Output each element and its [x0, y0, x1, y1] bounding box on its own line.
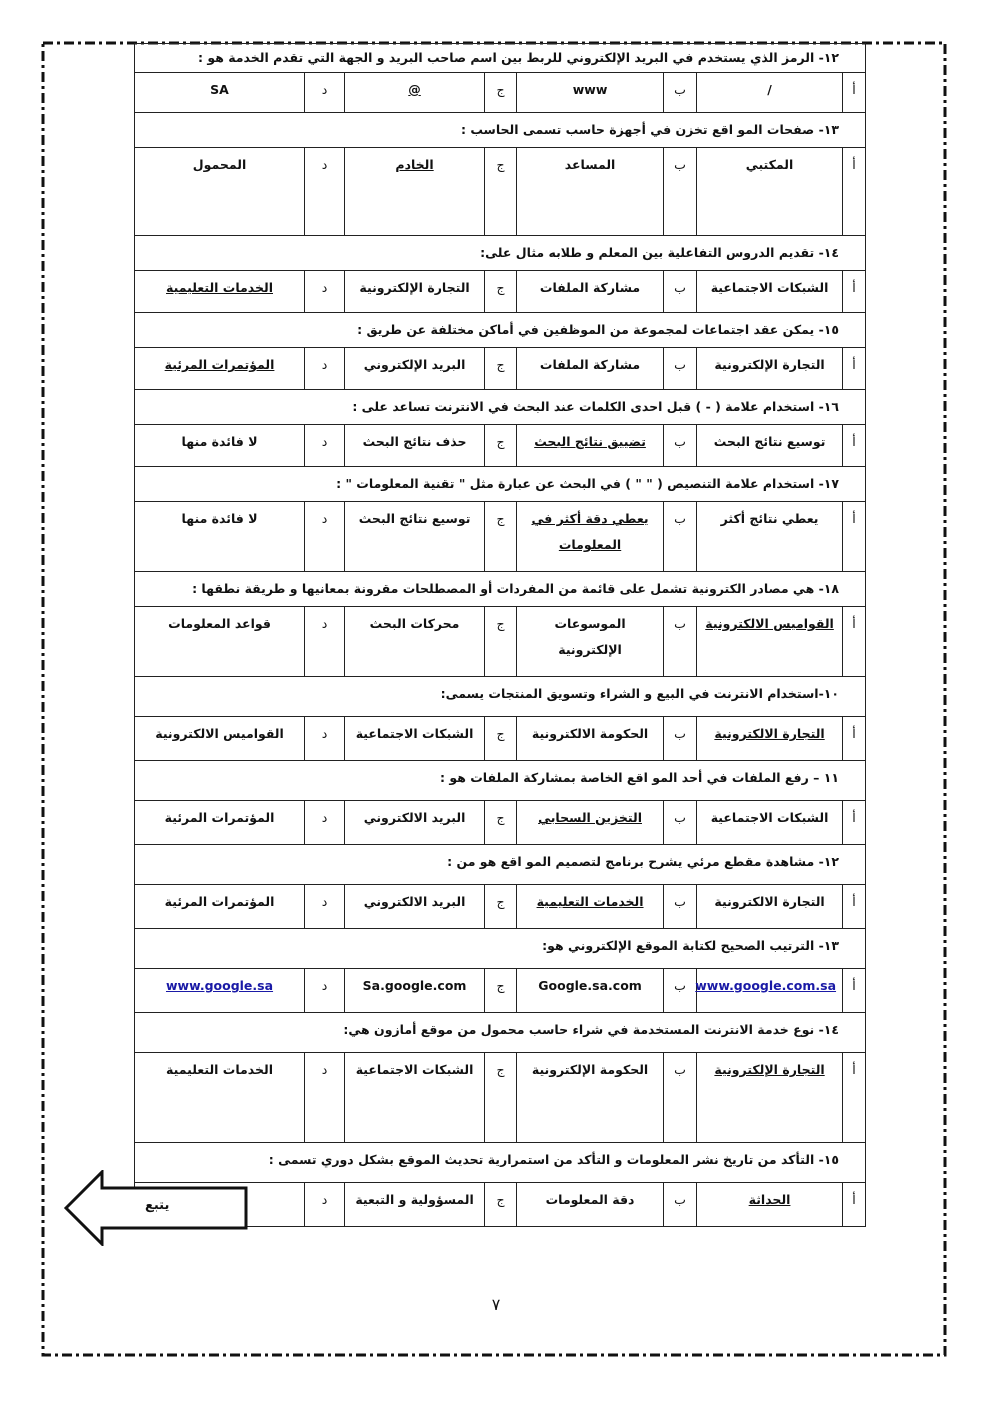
question-row — [135, 677, 866, 717]
option-letter-b: ب — [664, 348, 697, 390]
question-text: ١٦- استخدام علامة ( - ) قبل احدى الكلمات عند البحث في الانترنت تساعد على : — [135, 390, 866, 425]
option-letter-b: ب — [664, 425, 697, 467]
option-letter-b: ب — [664, 73, 697, 113]
question-row — [135, 113, 866, 148]
question-row — [135, 761, 866, 801]
option-letter-a: أ — [843, 148, 866, 236]
answers-row — [135, 271, 866, 313]
option-letter-b: ب — [664, 502, 697, 572]
option-a[interactable]: الشبكات الاجتماعية — [697, 801, 843, 845]
option-letter-a: أ — [843, 801, 866, 845]
option-letter-a: أ — [843, 717, 866, 761]
option-letter-c: ج — [485, 885, 517, 929]
option-d[interactable]: الخدمات التعليمية — [135, 1053, 305, 1143]
option-a[interactable]: توسيع نتائج البحث — [697, 425, 843, 467]
option-letter-a: أ — [843, 73, 866, 113]
question-text: ١٥- يمكن عقد اجتماعات لمجموعة من الموظفين في أماكن مختلفة عن طريق : — [135, 313, 866, 348]
option-d[interactable]: المحمول — [135, 148, 305, 236]
question-row — [135, 467, 866, 502]
option-a[interactable]: التجارة الإلكترونية — [697, 1053, 843, 1143]
option-letter-b: ب — [664, 717, 697, 761]
option-letter-d: د — [305, 502, 345, 572]
answers-row — [135, 1053, 866, 1143]
question-row — [135, 929, 866, 969]
option-letter-b: ب — [664, 148, 697, 236]
option-letter-c: ج — [485, 1183, 517, 1227]
option-a[interactable]: الحداثة — [697, 1183, 843, 1227]
option-b[interactable]: Google.sa.com — [517, 969, 664, 1013]
option-d[interactable]: SA — [135, 73, 305, 113]
question-text: ١٤- نوع خدمة الانترنت المستخدمة في شراء حاسب محمول من موقع أمازون هي: — [135, 1013, 866, 1053]
question-text: ١٣- الترتيب الصحيح لكتابة الموقع الإلكتروني هو: — [135, 929, 866, 969]
option-letter-c: ج — [485, 1053, 517, 1143]
option-d[interactable]: الخدمات التعليمية — [135, 271, 305, 313]
option-b[interactable]: المساعد — [517, 148, 664, 236]
option-c[interactable]: التجارة الإلكترونية — [345, 271, 485, 313]
option-letter-a: أ — [843, 607, 866, 677]
option-a[interactable]: يعطي نتائج أكثر — [697, 502, 843, 572]
option-b[interactable]: دقة المعلومات — [517, 1183, 664, 1227]
answers-row — [135, 348, 866, 390]
question-text: ١٥- التأكد من تاريخ نشر المعلومات و التأكد من استمرارية تحديث الموقع بشكل دوري تسمى : — [135, 1143, 866, 1183]
answers-row — [135, 148, 866, 236]
option-c[interactable]: الشبكات الاجتماعية — [345, 1053, 485, 1143]
option-b[interactable]: www — [517, 73, 664, 113]
option-c[interactable]: الخادم — [345, 148, 485, 236]
option-d[interactable]: المؤتمرات المرئية — [135, 348, 305, 390]
option-a[interactable]: / — [697, 73, 843, 113]
option-c[interactable]: @ — [345, 73, 485, 113]
option-letter-a: أ — [843, 502, 866, 572]
option-b[interactable]: التخزين السحابي — [517, 801, 664, 845]
option-d[interactable]: لا فائدة منها — [135, 502, 305, 572]
option-b[interactable]: الحكومة الالكترونية — [517, 717, 664, 761]
option-c[interactable]: المسؤولية و التبعية — [345, 1183, 485, 1227]
option-letter-a: أ — [843, 348, 866, 390]
option-letter-d: د — [305, 148, 345, 236]
option-b[interactable]: الخدمات التعليمية — [517, 885, 664, 929]
option-letter-c: ج — [485, 271, 517, 313]
option-letter-a: أ — [843, 425, 866, 467]
option-letter-c: ج — [485, 717, 517, 761]
question-text: ١٢- الرمز الذي يستخدم في البريد الإلكتروني للربط بين اسم صاحب البريد و الجهة التي تقدم الخدمة هو : — [135, 44, 866, 73]
option-letter-b: ب — [664, 1183, 697, 1227]
question-text: ١٢- مشاهدة مقطع مرئي يشرح برنامج لتصميم المو اقع هو من : — [135, 845, 866, 885]
option-letter-d: د — [305, 1183, 345, 1227]
option-letter-b: ب — [664, 607, 697, 677]
option-d[interactable]: لا فائدة منها — [135, 425, 305, 467]
option-letter-d: د — [305, 271, 345, 313]
question-row — [135, 236, 866, 271]
option-d[interactable]: المؤتمرات المرئية — [135, 801, 305, 845]
option-b[interactable]: الحكومة الإلكترونية — [517, 1053, 664, 1143]
question-text: ١٣- صفحات المو اقع تخزن في أجهزة حاسب تسمى الحاسب : — [135, 113, 866, 148]
option-letter-b: ب — [664, 885, 697, 929]
option-letter-a: أ — [843, 1053, 866, 1143]
option-c[interactable]: البريد الالكتروني — [345, 885, 485, 929]
answers-row — [135, 502, 866, 572]
option-b[interactable]: يعطي دقة أكثر في المعلومات — [517, 502, 664, 572]
option-letter-d: د — [305, 348, 345, 390]
option-c[interactable]: حذف نتائج البحث — [345, 425, 485, 467]
option-letter-d: د — [305, 969, 345, 1013]
option-letter-c: ج — [485, 801, 517, 845]
answers-row — [135, 969, 866, 1013]
answers-row — [135, 607, 866, 677]
option-b[interactable]: تضييق نتائج البحث — [517, 425, 664, 467]
option-letter-c: ج — [485, 425, 517, 467]
option-d[interactable]: المؤتمرات المرئية — [135, 885, 305, 929]
option-letter-c: ج — [485, 607, 517, 677]
answers-row — [135, 425, 866, 467]
option-c[interactable]: Sa.google.com — [345, 969, 485, 1013]
option-c[interactable]: الشبكات الاجتماعية — [345, 717, 485, 761]
option-c[interactable]: محركات البحث — [345, 607, 485, 677]
question-text: ١٠-استخدام الانترنت في البيع و الشراء وتسويق المنتجات يسمى: — [135, 677, 866, 717]
option-letter-c: ج — [485, 502, 517, 572]
option-letter-d: د — [305, 717, 345, 761]
option-a[interactable]: القواميس الالكترونية — [697, 607, 843, 677]
option-c[interactable]: البريد الإلكتروني — [345, 348, 485, 390]
option-letter-c: ج — [485, 73, 517, 113]
question-text: ١١ – رفع الملفات في أحد المو اقع الخاصة بمشاركة الملفات هو : — [135, 761, 866, 801]
option-letter-b: ب — [664, 271, 697, 313]
question-row — [135, 845, 866, 885]
option-letter-a: أ — [843, 885, 866, 929]
option-b[interactable]: الموسوعات الإلكترونية — [517, 607, 664, 677]
option-letter-d: د — [305, 607, 345, 677]
answers-row — [135, 717, 866, 761]
option-letter-b: ب — [664, 801, 697, 845]
option-letter-a: أ — [843, 271, 866, 313]
answers-row — [135, 801, 866, 845]
option-b[interactable]: مشاركة الملفات — [517, 271, 664, 313]
option-a[interactable]: www.google.com.sa — [697, 969, 843, 1013]
option-letter-d: د — [305, 1053, 345, 1143]
option-a[interactable]: التجارة الالكترونية — [697, 885, 843, 929]
option-a[interactable]: الشبكات الاجتماعية — [697, 271, 843, 313]
option-letter-d: د — [305, 885, 345, 929]
answers-row — [135, 885, 866, 929]
answers-row — [135, 73, 866, 113]
option-letter-b: ب — [664, 1053, 697, 1143]
option-letter-d: د — [305, 73, 345, 113]
option-c[interactable]: توسيع نتائج البحث — [345, 502, 485, 572]
question-row — [135, 390, 866, 425]
option-b[interactable]: مشاركة الملفات — [517, 348, 664, 390]
option-letter-a: أ — [843, 969, 866, 1013]
question-text: ١٨- هي مصادر الكترونية تشمل على قائمة من المفردات أو المصطلحات مقرونة بمعانيها و طريقة نطقها : — [135, 572, 866, 607]
option-letter-c: ج — [485, 148, 517, 236]
question-row — [135, 572, 866, 607]
questions-table — [134, 43, 866, 1227]
option-a[interactable]: المكتبي — [697, 148, 843, 236]
option-letter-b: ب — [664, 969, 697, 1013]
option-letter-d: د — [305, 801, 345, 845]
page-number: ٧ — [491, 1295, 501, 1314]
option-letter-c: ج — [485, 348, 517, 390]
question-row — [135, 44, 866, 73]
option-a[interactable]: التجارة الإلكترونية — [697, 348, 843, 390]
question-row — [135, 1013, 866, 1053]
option-d[interactable]: القواميس الالكترونية — [135, 717, 305, 761]
option-letter-c: ج — [485, 969, 517, 1013]
option-d[interactable]: قواعد المعلومات — [135, 607, 305, 677]
question-text: ١٤- تقديم الدروس التفاعلية بين المعلم و طلابه مثال على: — [135, 236, 866, 271]
continue-label: يتبع — [145, 1198, 170, 1213]
question-text: ١٧- استخدام علامة التنصيص ( " " ) في البحث عن عبارة مثل " تقنية المعلومات " : — [135, 467, 866, 502]
option-a[interactable]: التجارة الالكترونية — [697, 717, 843, 761]
option-letter-a: أ — [843, 1183, 866, 1227]
option-c[interactable]: البريد الالكتروني — [345, 801, 485, 845]
option-d[interactable]: www.google.sa — [135, 969, 305, 1013]
question-row — [135, 313, 866, 348]
option-letter-d: د — [305, 425, 345, 467]
